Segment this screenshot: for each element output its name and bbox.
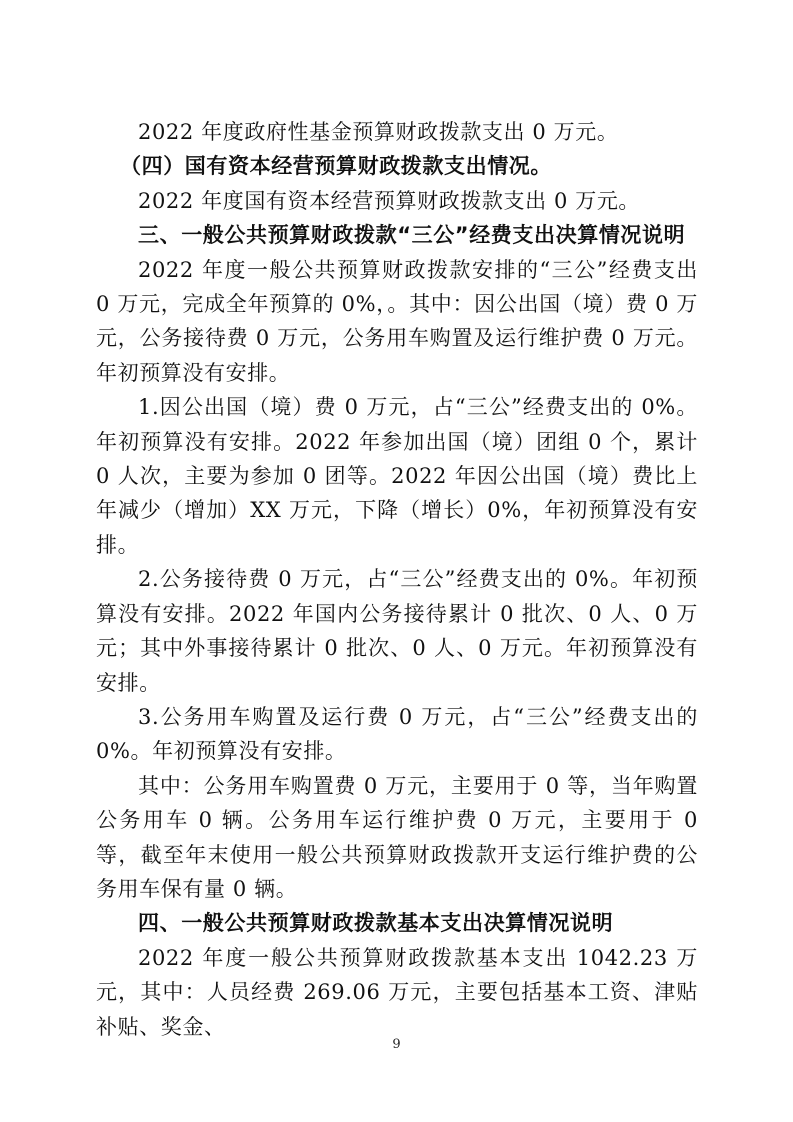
subheading-state-capital: （四）国有资本经营预算财政拨款支出情况。: [120, 154, 552, 179]
paragraph-three-public-summary: 2022 年度一般公共预算财政拨款安排的“三公”经费支出 0 万元，完成全年预算的 0%，。其中：因公出国（境）费 0 万元，公务接待费 0 万元，公务用车购置及运行维护费 0 万元。年初预算没有安排。: [96, 257, 698, 385]
paragraph-fund-budget: 2022 年度政府性基金预算财政拨款支出 0 万元。: [138, 120, 619, 144]
section-heading-three-public: 三、一般公共预算财政拨款“三公”经费支出决算情况说明: [138, 223, 686, 248]
paragraph-state-capital: 2022 年度国有资本经营预算财政拨款支出 0 万元。: [138, 188, 641, 213]
document-body: [96, 115, 698, 1044]
section-heading-basic-expenditure: 四、一般公共预算财政拨款基本支出决算情况说明: [138, 911, 614, 936]
page-number: 9: [392, 1037, 401, 1052]
paragraph-vehicle-detail: 其中：公务用车购置费 0 万元，主要用于 0 等，当年购置公务用车 0 辆。公务用车运行维护费 0 万元，主要用于 0 等，截至年末使用一般公共预算财政拨款开支运行维护费的公务用车保有量 0 辆。: [96, 773, 698, 901]
paragraph-reception: 2.公务接待费 0 万元，占“三公”经费支出的 0%。年初预算没有安排。2022 年国内公务接待累计 0 批次、0 人、0 万元；其中外事接待累计 0 批次、0 人、0 万元。年初预算没有安排。: [96, 567, 698, 695]
paragraph-overseas-trip: 1.因公出国（境）费 0 万元，占“三公”经费支出的 0%。年初预算没有安排。2022 年参加出国（境）团组 0 个，累计 0 人次，主要为参加 0 团等。2022 年因公出国（境）费比上年减少（增加）XX 万元，下降（增长）0%，年初预算没有安排。: [96, 395, 698, 557]
paragraph-vehicle: 3.公务用车购置及运行费 0 万元，占“三公”经费支出的 0%。年初预算没有安排。: [96, 704, 698, 764]
paragraph-basic-expenditure: 2022 年度一般公共预算财政拨款基本支出 1042.23 万元，其中：人员经费 269.06 万元，主要包括基本工资、津贴补贴、奖金、: [96, 945, 698, 1039]
